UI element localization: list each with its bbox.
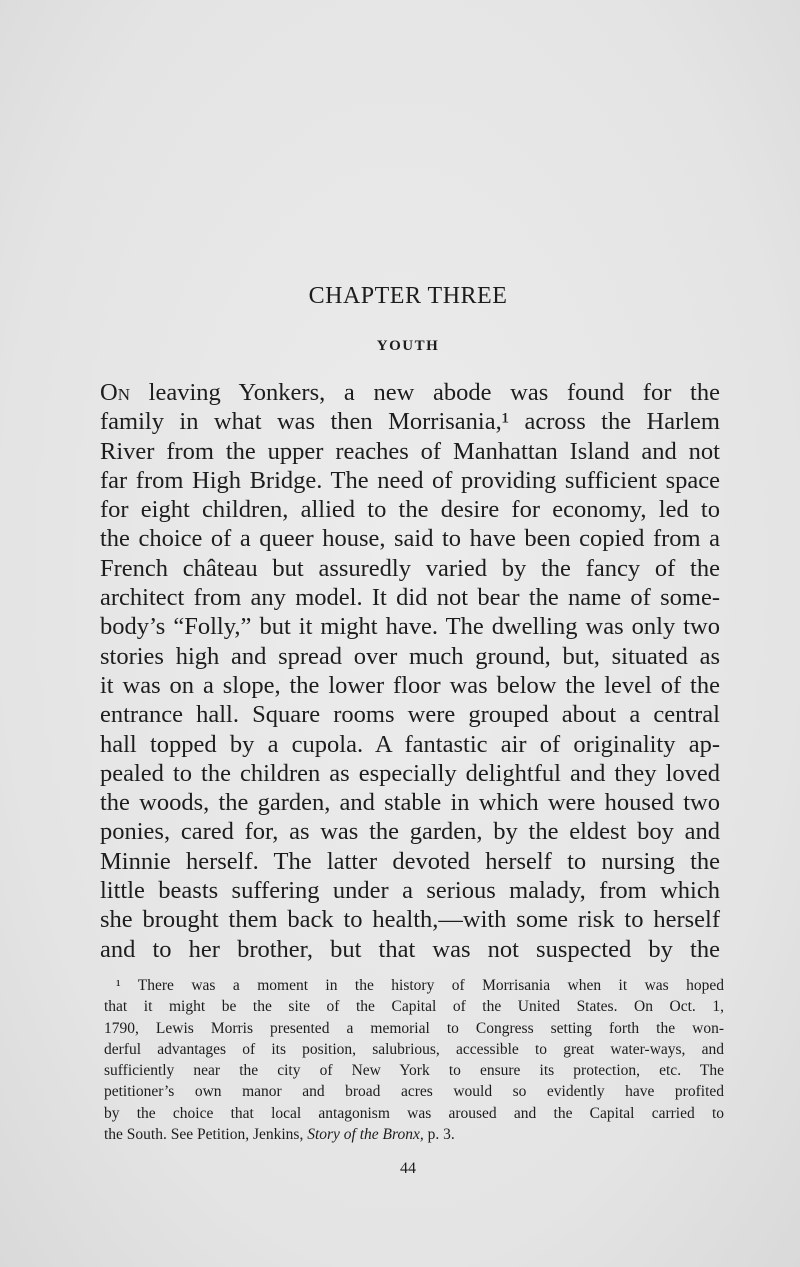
body-line: for eight children, allied to the desire for economy, led to <box>100 496 720 524</box>
body-line: and to her brother, but that was not suspected by the <box>100 935 720 963</box>
body-line: it was on a slope, the lower floor was below the level of the <box>100 671 720 699</box>
footnote-line: that it might be the site of the Capital of the United States. On Oct. 1, <box>104 998 724 1016</box>
footnote-line: 1790, Lewis Morris presented a memorial to Congress setting forth the won- <box>104 1019 724 1037</box>
body-text <box>100 378 720 964</box>
footnote-line: petitioner’s own manor and broad acres would so evidently have profited <box>104 1083 724 1101</box>
footnote-line: ¹ There was a moment in the history of Morrisania when it was hoped <box>116 977 724 994</box>
opening-word: On <box>100 379 130 406</box>
section-title: YOUTH <box>376 338 440 354</box>
body-line: ponies, cared for, as was the garden, by the eldest boy and <box>100 818 720 846</box>
body-line: On leaving Yonkers, a new abode was found for the <box>100 379 720 406</box>
footnote <box>104 975 724 1145</box>
page-number: 44 <box>400 1160 416 1177</box>
body-line: Minnie herself. The latter devoted herself to nursing the <box>100 847 720 875</box>
body-line: family in what was then Morrisania,¹ across the Harlem <box>100 408 720 436</box>
body-line: pealed to the children as especially delightful and they loved <box>100 759 720 787</box>
body-line: she brought them back to health,—with some risk to herself <box>100 906 720 934</box>
body-line: the choice of a queer house, said to have been copied from a <box>100 525 720 553</box>
chapter-title: CHAPTER THREE <box>308 283 508 309</box>
footnote-citation-title: Story of the Bronx, <box>307 1126 424 1144</box>
body-line: French château but assuredly varied by the fancy of the <box>100 554 720 582</box>
body-line: architect from any model. It did not bear the name of some- <box>100 584 720 612</box>
footnote-line: by the choice that local antagonism was aroused and the Capital carried to <box>104 1104 724 1122</box>
footnote-line: the South. See Petition, Jenkins, Story of the Bronx, p. 3. <box>104 1126 455 1144</box>
body-line: stories high and spread over much ground, but, situated as <box>100 642 720 670</box>
footnote-line: derful advantages of its position, salubrious, accessible to great water-ways, and <box>104 1040 724 1058</box>
body-line: far from High Bridge. The need of providing sufficient space <box>100 466 720 494</box>
body-line: entrance hall. Square rooms were grouped about a central <box>100 701 720 729</box>
body-line: hall topped by a cupola. A fantastic air of originality ap- <box>100 730 720 758</box>
body-line: body’s “Folly,” but it might have. The dwelling was only two <box>100 613 720 641</box>
body-line: River from the upper reaches of Manhattan Island and not <box>100 437 720 465</box>
body-line: the woods, the garden, and stable in which were housed two <box>100 789 720 817</box>
footnote-line: sufficiently near the city of New York to ensure its protection, etc. The <box>104 1062 724 1080</box>
body-line: little beasts suffering under a serious malady, from which <box>100 877 720 905</box>
